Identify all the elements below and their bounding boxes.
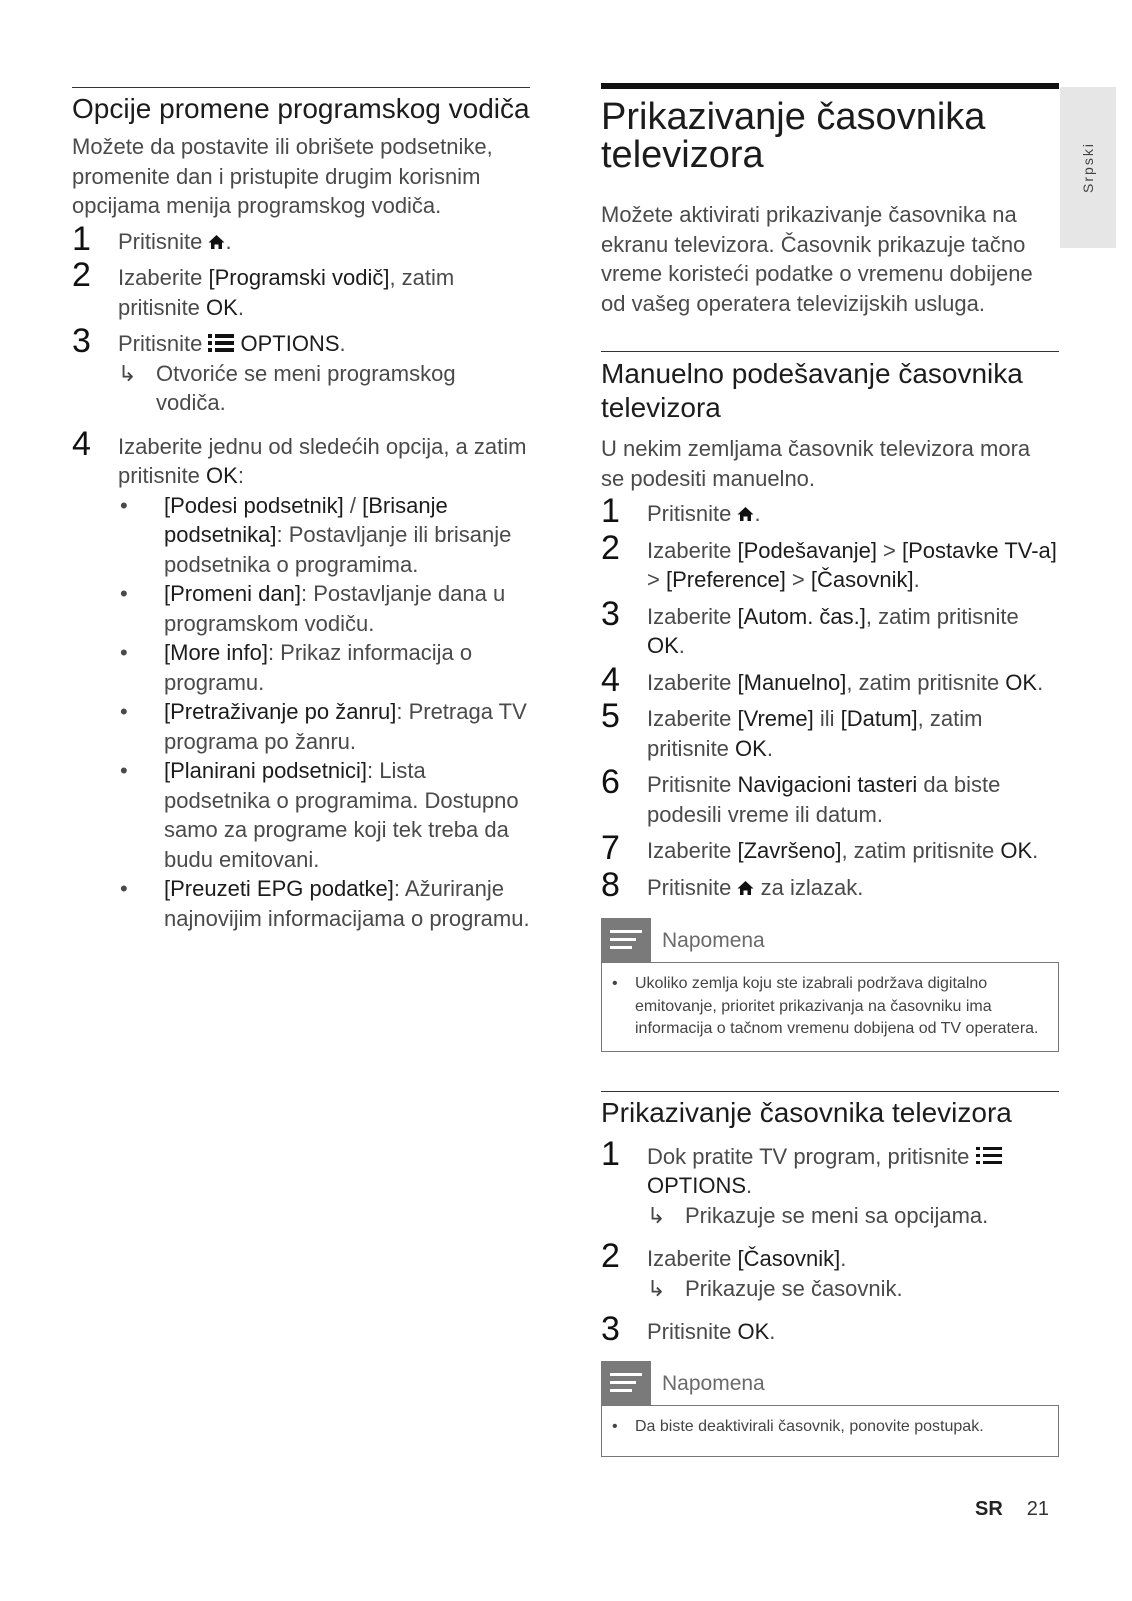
home-icon — [208, 234, 225, 250]
menu-keyword: [Časovnik] — [737, 1246, 841, 1271]
step-number: 4 — [72, 424, 91, 463]
ok-key: OK — [735, 735, 767, 761]
section-divider — [72, 87, 530, 88]
result-arrow-icon: ↳ — [647, 1202, 666, 1228]
note-block — [601, 1361, 1059, 1458]
step-8 — [601, 865, 1059, 904]
bullet-dot: • — [120, 492, 128, 518]
step-text: ili — [813, 706, 841, 731]
section-title-display-clock: Prikazivanje časovnika televizora — [601, 1096, 1012, 1128]
menu-keyword: [More info] — [164, 640, 268, 665]
step-text: Pritisnite — [118, 228, 209, 254]
step-number: 1 — [601, 492, 620, 530]
note-text: Ukoliko zemlja koju ste izabrali podržava digitalno emitovanje, prioritet prikazivanja na časovniku ima informacija o tačnom vremenu dobijena od TV operatera. — [635, 975, 1039, 1037]
step-5 — [601, 697, 1059, 763]
home-icon — [737, 506, 754, 522]
note-box — [601, 1405, 1059, 1458]
step-text: . — [913, 567, 920, 592]
ok-key: OK — [647, 633, 679, 658]
bullet-dot: • — [120, 640, 128, 665]
page-footer — [975, 1498, 1049, 1521]
menu-keyword: [Manuelno] — [737, 669, 847, 695]
result-text: Prikazuje se meni sa opcijama. — [685, 1202, 989, 1228]
result-text: Otvoriće se meni programskog vodiča. — [156, 360, 456, 415]
ok-key: OK — [1005, 669, 1038, 695]
menu-keyword: [Planirani podsetnici] — [164, 758, 368, 783]
section-divider — [601, 351, 1059, 352]
menu-keyword: [Autom. čas.] — [737, 603, 866, 629]
item-description: : Prikaz informacija o programu. — [164, 640, 473, 695]
step-text: da biste podesili vreme ili datum. — [647, 772, 1001, 827]
step-4 — [601, 660, 1059, 699]
step-result — [118, 359, 530, 418]
note-title: Napomena — [662, 929, 765, 952]
menu-keyword: [Podesi podsetnik] — [164, 492, 344, 518]
step-number: 2 — [601, 528, 620, 567]
step-text: . — [225, 228, 232, 254]
item-description: : Postavljanje dana u programskom vodiču. — [164, 581, 506, 636]
section-title-manual-clock: Manuelno podešavanje časovnika televizora — [601, 358, 1023, 423]
result-arrow-icon: ↳ — [118, 360, 137, 386]
bullet-dot: • — [120, 876, 128, 901]
step-3 — [601, 1310, 1059, 1348]
note-item — [612, 973, 1044, 1041]
bullet-dot: • — [120, 758, 128, 783]
step-1 — [601, 1134, 1059, 1231]
step-text: Izaberite — [647, 537, 738, 563]
ok-key: OK — [737, 1319, 770, 1344]
list-item — [118, 756, 530, 874]
list-item — [118, 697, 530, 756]
bullet-dot: • — [612, 1417, 618, 1435]
separator: / — [343, 492, 363, 518]
step-text: . — [678, 633, 685, 658]
step-text: , zatim pritisnite — [118, 265, 455, 320]
section-title-epg-options: Opcije promene programskog vodiča — [72, 93, 530, 124]
list-item — [118, 638, 530, 697]
chapter-title: Prikazivanje časovnika televizora — [601, 96, 986, 176]
step-2 — [601, 528, 1059, 595]
step-text: . — [1037, 669, 1044, 695]
separator: > — [647, 567, 666, 592]
navigation-keys-label: Navigacioni tasteri — [737, 772, 918, 797]
options-list-icon — [208, 333, 236, 353]
step-text: Izaberite — [647, 706, 738, 731]
step-number: 3 — [601, 1310, 620, 1348]
step-number: 6 — [601, 763, 620, 801]
section-intro: Možete da postavite ili obrišete podsetnike, promenite dan i pristupite drugim korisnim opcijama menija programskog vodiča. — [72, 134, 493, 218]
chapter-divider — [601, 83, 1059, 89]
ok-key: OK — [206, 294, 238, 320]
step-7 — [601, 829, 1059, 867]
step-text: . — [766, 735, 773, 761]
step-text: . — [840, 1246, 847, 1271]
menu-keyword: [Datum] — [840, 706, 918, 731]
step-1 — [601, 492, 1059, 530]
step-text: Izaberite — [647, 1246, 738, 1271]
step-text: . — [339, 331, 346, 356]
section-intro: U nekim zemljama časovnik televizora mora se podesiti manuelno. — [601, 436, 1031, 491]
step-text: Izaberite — [647, 838, 738, 863]
section-divider — [601, 1091, 1059, 1092]
bullet-dot: • — [120, 581, 128, 606]
menu-keyword: [Postavke TV-a] — [902, 537, 1057, 563]
step-number: 5 — [601, 697, 620, 735]
bullet-dot: • — [612, 975, 618, 992]
step-2 — [72, 256, 530, 322]
step-text: Pritisnite — [647, 874, 738, 900]
step-result — [647, 1201, 1059, 1231]
steps-list — [72, 219, 530, 934]
step-text: Pritisnite — [118, 331, 209, 356]
language-tab-label: Srpski — [1080, 142, 1096, 193]
menu-keyword: [Brisanje podsetnika] — [164, 492, 448, 547]
step-text: , zatim pritisnite — [846, 669, 1006, 695]
step-text: Izaberite — [647, 603, 738, 629]
steps-list — [601, 492, 1059, 904]
step-3 — [601, 594, 1059, 661]
list-item — [118, 579, 530, 638]
options-list-icon — [976, 1146, 1004, 1166]
menu-keyword: [Podešavanje] — [737, 537, 877, 563]
step-6 — [601, 763, 1059, 829]
menu-keyword: [Završeno] — [737, 838, 842, 863]
language-code: SR — [975, 1498, 1003, 1520]
step-1 — [72, 219, 530, 258]
menu-keyword: [Časovnik] — [810, 567, 914, 592]
menu-keyword: [Preuzeti EPG podatke] — [164, 876, 394, 901]
step-2 — [601, 1237, 1059, 1303]
options-key: OPTIONS — [647, 1173, 747, 1198]
step-number: 7 — [601, 829, 620, 867]
note-item — [612, 1416, 1044, 1439]
step-text: , zatim pritisnite — [841, 838, 1001, 863]
result-arrow-icon: ↳ — [647, 1275, 666, 1301]
right-column — [601, 83, 1059, 1457]
menu-keyword: [Preference] — [665, 567, 786, 592]
step-text: , zatim pritisnite — [865, 603, 1019, 629]
step-number: 8 — [601, 865, 620, 904]
note-header — [601, 918, 1059, 962]
separator: > — [785, 567, 811, 592]
item-description: : Ažuriranje najnovijim informacijama o programu. — [164, 876, 530, 931]
step-text: Izaberite — [647, 669, 738, 695]
ok-key: OK — [206, 463, 238, 488]
step-number: 2 — [601, 1237, 620, 1275]
step-number: 3 — [72, 322, 91, 360]
step-text: Izaberite jednu od sledećih opcija, a zatim pritisnite — [118, 433, 527, 488]
menu-keyword: [Vreme] — [737, 706, 814, 731]
separator: > — [876, 537, 903, 563]
bullet-dot: • — [120, 699, 128, 724]
step-4 — [72, 424, 530, 934]
home-icon — [737, 880, 754, 896]
step-text: . — [746, 1173, 753, 1198]
step-text: Dok pratite TV program, pritisnite — [647, 1143, 976, 1169]
left-column — [72, 87, 530, 933]
step-text: Pritisnite — [647, 1319, 738, 1344]
step-text: . — [754, 501, 761, 526]
note-block — [601, 918, 1059, 1052]
options-bullet-list — [118, 491, 530, 934]
step-text: Pritisnite — [647, 772, 738, 797]
step-text: : — [237, 463, 244, 488]
list-item — [118, 874, 530, 933]
ok-key: OK — [1000, 838, 1033, 863]
step-text: , zatim pritisnite — [647, 706, 983, 761]
result-text: Prikazuje se časovnik. — [685, 1275, 903, 1301]
note-box — [601, 962, 1059, 1052]
step-number: 3 — [601, 594, 620, 633]
note-title: Napomena — [662, 1371, 765, 1395]
note-header — [601, 1361, 1059, 1405]
step-number: 2 — [72, 256, 91, 294]
step-number: 4 — [601, 660, 620, 699]
page-number: 21 — [1026, 1498, 1050, 1520]
list-item — [118, 491, 530, 580]
item-description: : Postavljanje ili brisanje podsetnika o programima. — [164, 522, 512, 577]
step-text: za izlazak. — [754, 874, 864, 900]
item-description: : Pretraga TV programa po žanru. — [164, 699, 527, 754]
step-result — [647, 1274, 1059, 1304]
language-side-tab — [1060, 87, 1116, 248]
step-text: . — [769, 1319, 776, 1344]
note-icon — [601, 1361, 651, 1405]
options-key: OPTIONS — [240, 331, 340, 356]
step-text: . — [237, 294, 244, 320]
step-number: 1 — [601, 1134, 620, 1173]
item-description: : Lista podsetnika o programima. Dostupno samo za programe koji tek treba da budu emitovani. — [164, 758, 519, 872]
step-text: . — [1032, 838, 1039, 863]
menu-keyword: [Promeni dan] — [164, 581, 301, 606]
menu-keyword: [Pretraživanje po žanru] — [164, 699, 397, 724]
step-text: Pritisnite — [647, 501, 738, 526]
steps-list — [601, 1134, 1059, 1348]
note-icon — [601, 918, 651, 962]
menu-keyword: [Programski vodič] — [208, 265, 390, 290]
step-number: 1 — [72, 219, 91, 258]
step-text: Izaberite — [118, 265, 209, 290]
note-text: Da biste deaktivirali časovnik, ponovite postupak. — [635, 1417, 984, 1435]
step-3 — [72, 322, 530, 418]
chapter-intro: Možete aktivirati prikazivanje časovnika na ekranu televizora. Časovnik prikazuje tačno vreme koristeći podatke o vremenu dobijene od vašeg operatera televizijskih usluga. — [601, 202, 1033, 316]
